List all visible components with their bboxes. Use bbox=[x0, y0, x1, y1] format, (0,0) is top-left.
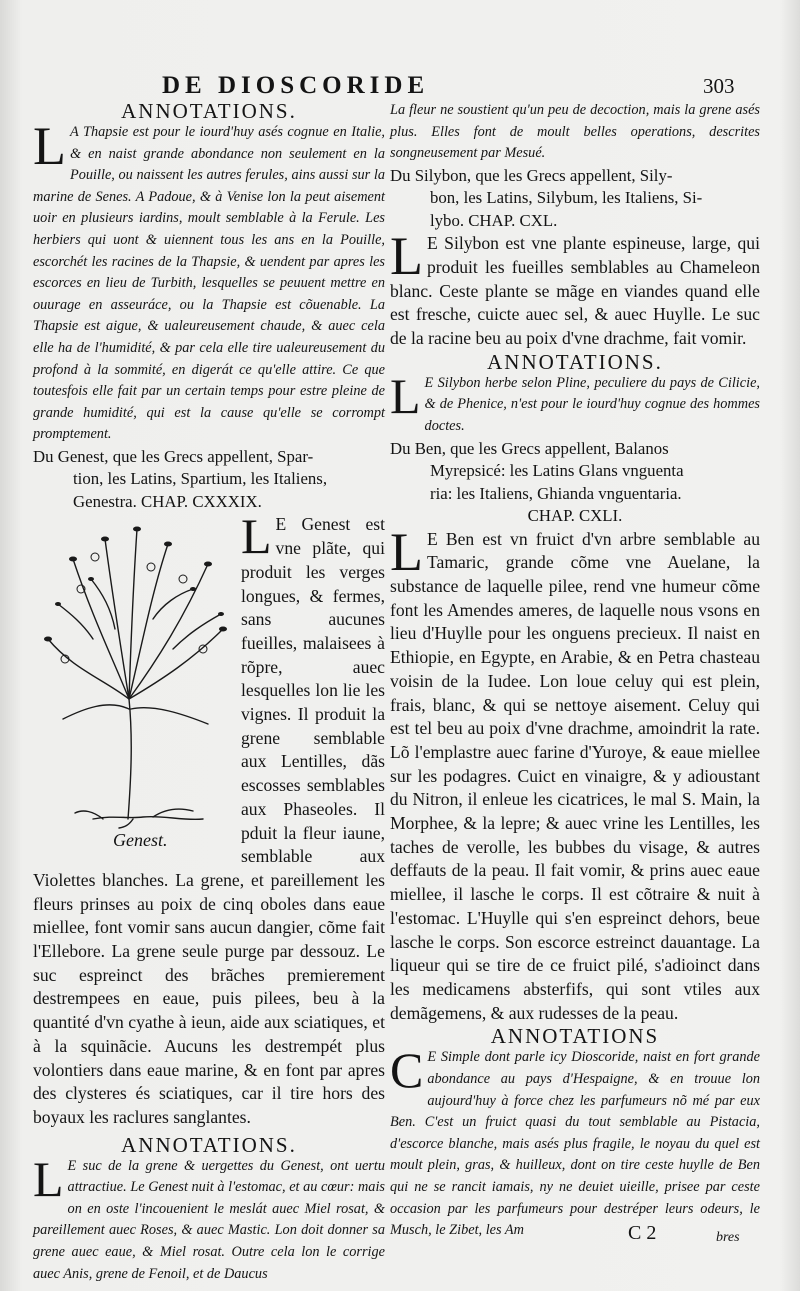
chapter-title-line: ria: les Italiens, Ghianda vnguentaria. bbox=[430, 483, 682, 503]
drop-cap: L bbox=[33, 116, 66, 176]
right-column bbox=[390, 100, 760, 1242]
figure-caption: Genest. bbox=[113, 830, 168, 851]
running-title: DE DIOSCORIDE bbox=[162, 72, 430, 99]
chapter-title-line: Du Ben, que les Grecs appellent, Balanos bbox=[390, 438, 669, 458]
annotation-text: E Silybon herbe selon Pline, peculiere du pays de Cilicie, & de Phenice, n'est pour le iourd'huy cognue des hommes doctes. bbox=[424, 374, 760, 434]
chapter-title-line: Du Silybon, que les Grecs appellent, Sily- bbox=[390, 165, 673, 185]
chapter-title-line: CHAP. CXLI. bbox=[527, 506, 623, 526]
annotations-heading-3: ANNOTATIONS. bbox=[487, 349, 663, 374]
chapter-139-body bbox=[33, 508, 385, 1129]
drop-cap: L bbox=[390, 521, 423, 582]
annotation-text: E suc de la grene & uergettes du Genest, ont uertu attractiue. Le Genest nuit à l'estomac, et au cœur: mais on en oste l'incouenient le meslát auec Miel rosat, & pareillement auec Roses, & auec Mastic. Lon doit donner sa grene auec eaue, & Miel rosat. Outre cela lon le corrige auec Anis, grene de Fenoil, et de Daucus bbox=[33, 1157, 385, 1282]
drop-cap: C bbox=[390, 1042, 424, 1099]
annotation-thapsie bbox=[33, 116, 385, 446]
annotation-text: E Simple dont parle icy Dioscoride, naist en fort grande abondance au pays d'Hespaigne, & en trouue lon aujourd'huy à force chez les parfumeurs nõ mé par eux Ben. C'est un fruict quasi du tout semblable au Pistacia, d'escorce blanche, mais asés plus fragile, le noyau du quel est moult plein, gras, & huilleux, dont on tire ceste huylle de Ben qui ne se rancit iamais, ny ne deuiet uieille, prisee par ceste occasion par les parfumeurs pour destréper leurs odeurs, le Musch, le Zibet, les Am bbox=[390, 1049, 760, 1239]
drop-cap: L bbox=[390, 367, 421, 424]
drop-cap: L bbox=[390, 226, 423, 287]
chapter-title-line: tion, les Latins, Spartium, les Italiens, bbox=[73, 469, 328, 489]
chapter-text: E Ben est vn fruict d'vn arbre semblable au Tamaric, grande cõme vne Auelane, la substance de laquelle pilee, rend vne humeur cõme font les Amendes ameres, de laquelle nous vsons en lieu d'Huylle pour les onguens precieux. Il naist en Ethiopie, en Egypte, en Arabie, & en Petra chasteau voisin de la Iudee. Lon loue celuy qui est plein, frais, blanc, & qui se nettoye aisement. Celuy qui est tel beu au poix d'vne drachme, amoindrit la rate. Lõ l'emplastre auec farine d'Yuroye, & eaue miellee sur les podagres. Cuict en vinaigre, & y adioustant du Nitron, il enleue les cicatrices, le mal S. Main, la Morphee, & la lepre; & auec vrine les Lentilles, les taches de verolle, les bubbes du visage, & autres deffauts de la peau. Il fait vomir, & prins auec eaue miellee, il lasche le corps. Il est cõtraire & nuit à l'estomac. L'Huylle qui s'en espreinct dehors, beue lasche le corps. Son escorce estreinct dauantage. La liqueur qui se tire de ce fruict pilé, s'adioinct dans les medicamens absterfifs, qui sont vtiles aux demãgemens, & aux rudesses de la peau. bbox=[390, 528, 760, 1023]
drop-cap: L bbox=[241, 508, 272, 565]
catchword: bres bbox=[716, 1230, 740, 1245]
genest-illustration bbox=[33, 519, 235, 859]
chapter-139-title bbox=[33, 446, 385, 514]
chapter-title-line: Genestra. CHAP. CXXXIX. bbox=[73, 491, 262, 511]
chapter-title-line: Myrepsicé: les Latins Glans vnguenta bbox=[430, 461, 684, 481]
annotations-heading-2: ANNOTATIONS. bbox=[121, 1132, 297, 1157]
chapter-title-line: bon, les Latins, Silybum, les Italiens, Si- bbox=[430, 188, 703, 208]
annotation-continuation: La fleur ne soustient qu'un peu de decoction, mais la grene asés plus. Elles font de moult belles operations, descrites songneusement par Mesué. bbox=[390, 102, 760, 162]
annotation-silybon bbox=[390, 367, 760, 438]
annotations-heading-4: ANNOTATIONS bbox=[490, 1024, 660, 1049]
chapter-141-title bbox=[390, 438, 760, 528]
chapter-title-line: Du Genest, que les Grecs appellent, Spar- bbox=[33, 446, 314, 466]
chapter-140-body bbox=[390, 226, 760, 351]
annotations-heading-1: ANNOTATIONS. bbox=[121, 99, 297, 123]
page-number: 303 bbox=[703, 74, 735, 98]
chapter-141-body bbox=[390, 521, 760, 1026]
chapter-title-line: lybo. CHAP. CXL. bbox=[430, 210, 558, 230]
annotation-genest bbox=[33, 1150, 385, 1286]
chapter-text: E Genest est vne plãte, qui produit les verges longues, & fermes, sans aucunes fueilles, malaisees à rõpre, auec lesquelles lon lie les vignes. Il produit la grene semblable aux Lentilles, dãs escosses semblables aux Phaseoles. Il pduit la fleur iaune, semblable aux Violettes blanches. La grene, et pareillement les fleurs prinses au poix de cinq oboles dans eaue miellee, font vomir sans aucun dangier, cõme fait l'Ellebore. La grene seule purge par dessouz. Le suc espreinct des brãches premierement destrempees en eaue, puis pilees, beu à la quantité d'vn cyathe à ieun, aide aux sciatiques, et à la squinãcie. Aucuns les destrempét plus volontiers dans eaue marine, & en font par apres des clysteres és sciatiques, car il tire hors des boyaux les raclures sanglantes. bbox=[33, 514, 385, 1127]
annotation-text: A Thapsie est pour le iourd'huy asés cognue en Italie, & en naist grande abondance non seulement en la Pouille, ou naissent les autres ferules, ains aussi sur la marine de Senes. A Padoue, & à Venise lon la peut aisement uoir en plusieurs iardins, moult semblable à la Ferule. Les herbiers qui uont & uiennent tous les ans en la Pouille, escorchét les racines de la Thapsie, & uendent par apres les escorces en lieu de Turbith, lesquelles se peuuent mettre en ouurage en asseuráce, ou la Thapsie est cõuenable. La Thapsie est aigue, & ualeureusement chaude, & auec cela elle ha de l'humidité, & par cela elle tire ualeureusement du profond à la sommité, en digerát ce qu'elle attire. Ce que toutesfois elle fait par un certain temps pour estre pleine de grande humidité, qui est la cause qu'elle se corrompt promptement. bbox=[33, 124, 385, 443]
annotation-ben bbox=[390, 1042, 760, 1241]
left-column bbox=[33, 100, 385, 1285]
drop-cap: L bbox=[33, 1150, 64, 1207]
signature-mark: C 2 bbox=[628, 1222, 657, 1244]
chapter-text: E Silybon est vne plante espineuse, large, qui produit les fueilles semblables au Chameleon blanc. Ceste plante se mãge en viandes quand elle est fresche, cuicte auec sel, & auec Huylle. Le suc de la racine beu au poix d'vne drachme, fait vomir. bbox=[390, 233, 760, 349]
chapter-140-title bbox=[390, 165, 760, 233]
genest-plant-icon bbox=[33, 519, 235, 829]
